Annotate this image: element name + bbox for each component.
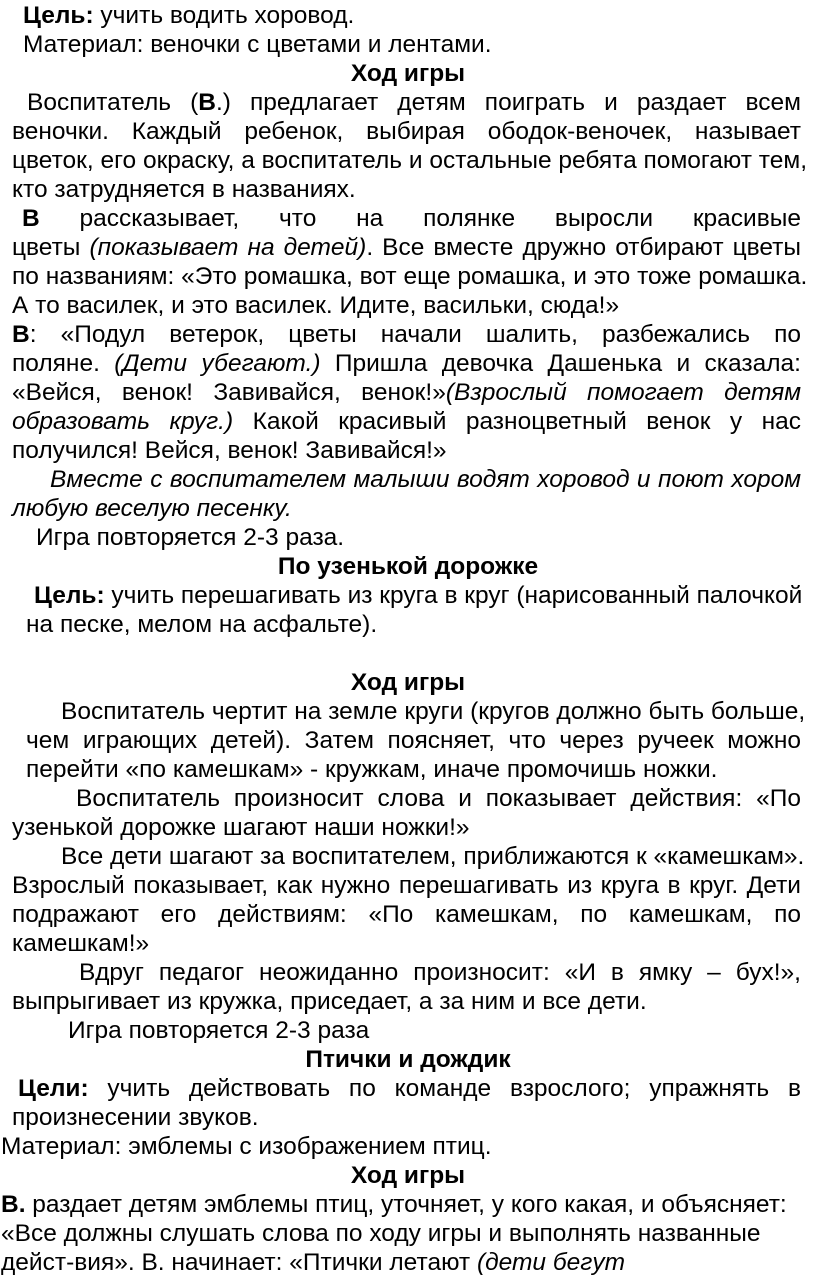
- paragraph-line: Воспитатель (В.) предлагает детям поиграть и раздает всем: [27, 89, 801, 116]
- game-title: Птички и дождик: [305, 1046, 511, 1073]
- material-line: Материал: эмблемы с изображением птиц.: [1, 1133, 492, 1160]
- repeat-note: Игра повторяется 2-3 раза.: [36, 524, 345, 551]
- goal-line: на песке, мелом на асфальте).: [26, 611, 378, 638]
- section-heading: Ход игры: [350, 1162, 466, 1189]
- paragraph-line: «Все должны слушать слова по ходу игры и выполнять названные: [1, 1220, 761, 1247]
- goal-label: Цель:: [23, 2, 94, 29]
- paragraph-line: Вдруг педагог неожиданно произносит: «И в ямку – бух!»,: [79, 959, 801, 986]
- paragraph-line: чем играющих детей). Затем поясняет, что через ручеек можно: [26, 727, 801, 754]
- goal-line: [34, 581, 801, 610]
- paragraph-line: подражают его действиям: «По камешкам, по камешкам, по: [12, 901, 801, 928]
- paragraph-line: веночки. Каждый ребенок, выбирая ободок-веночек, называет: [12, 118, 801, 145]
- material-line: Материал: веночки с цветами и лентами.: [23, 31, 492, 58]
- paragraph-line: поляне. (Дети убегают.) Пришла девочка Дашенька и сказала:: [12, 350, 801, 377]
- section-heading: Ход игры: [350, 60, 466, 87]
- paragraph-line: кто затрудняется в названиях.: [12, 176, 356, 203]
- paragraph-line: Воспитатель чертит на земле круги (кругов должно быть больше,: [61, 698, 806, 725]
- goal-line: [23, 1, 354, 30]
- paragraph-line: «Вейся, венок! Завивайся, венок!»(Взрослый помогает детям: [12, 379, 802, 406]
- paragraph-line: цветок, его окраску, а воспитатель и остальные ребята помогают тем,: [12, 147, 808, 174]
- paragraph-line: узенькой дорожке шагают наши ножки!»: [12, 814, 470, 841]
- game-title: По узенькой дорожке: [277, 553, 539, 580]
- paragraph-line: Вместе с воспитателем малыши водят хоровод и поют хором: [50, 466, 801, 493]
- paragraph-line: Все дети шагают за воспитателем, приближаются к «камешкам».: [61, 843, 805, 870]
- paragraph-line: А то василек, и это василек. Идите, васильки, сюда!»: [12, 292, 620, 319]
- goal-label: Цель:: [34, 582, 105, 609]
- paragraph-line: В. раздает детям эмблемы птиц, уточняет, у кого какая, и объясняет:: [1, 1191, 787, 1218]
- paragraph-line: Воспитатель произносит слова и показывает действия: «По: [76, 785, 801, 812]
- paragraph-line: любую веселую песенку.: [12, 495, 292, 522]
- paragraph-line: цветы (показывает на детей). Все вместе дружно отбирают цветы: [12, 234, 801, 261]
- paragraph-line: образовать круг.) Какой красивый разноцветный венок у нас: [12, 408, 802, 435]
- goal-text: учить перешагивать из круга в круг (нарисованный палочкой: [104, 582, 803, 609]
- paragraph-line: В рассказывает, что на полянке выросли красивые: [22, 205, 801, 232]
- goal-label: Цели:: [18, 1075, 89, 1102]
- paragraph-line: по названиям: «Это ромашка, вот еще ромашка, и это тоже ромашка.: [12, 263, 808, 290]
- goal-text: учить действовать по команде взрослого; упражнять в: [88, 1075, 801, 1102]
- paragraph-line: перейти «по камешкам» - кружкам, иначе промочишь ножки.: [26, 756, 718, 783]
- goal-text: учить водить хоровод.: [93, 2, 355, 29]
- paragraph-line: В: «Подул ветерок, цветы начали шалить, разбежались по: [12, 321, 801, 348]
- goal-line: [18, 1074, 801, 1103]
- paragraph-line: камешкам!»: [12, 930, 150, 957]
- repeat-note: Игра повторяется 2-3 раза: [68, 1017, 370, 1044]
- paragraph-line: получился! Вейся, венок! Завивайся!»: [12, 437, 447, 464]
- section-heading: Ход игры: [350, 669, 466, 696]
- paragraph-line: Взрослый показывает, как нужно перешагивать из круга в круг. Дети: [12, 872, 801, 899]
- goal-line: произнесении звуков.: [12, 1104, 259, 1131]
- paragraph-line: дейст-вия». В. начинает: «Птички летают (дети бегут: [1, 1249, 625, 1276]
- paragraph-line: выпрыгивает из кружка, приседает, а за ним и все дети.: [12, 988, 647, 1015]
